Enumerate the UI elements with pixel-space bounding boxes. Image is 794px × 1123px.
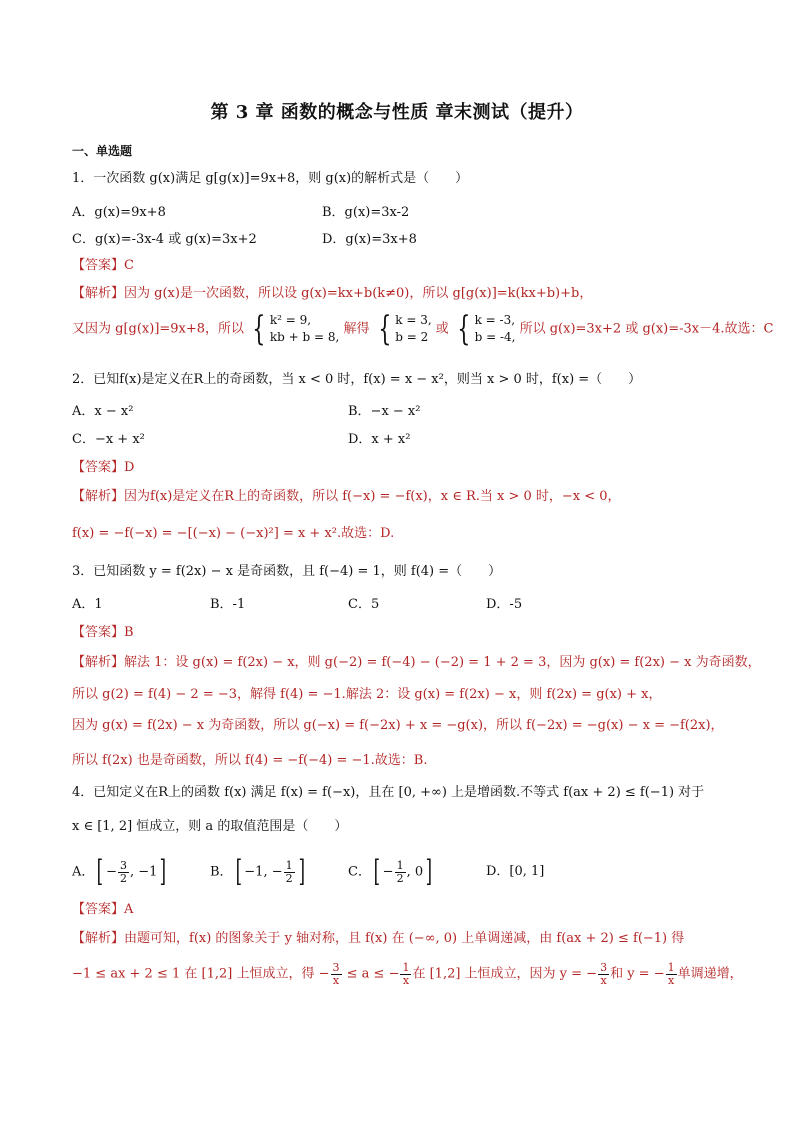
brace-icon: { — [457, 309, 471, 349]
q4-option-d: D．[0, 1] — [486, 864, 545, 879]
q3-analysis-text-1: 解法 1：设 g(x) = f(2x) − x，则 g(−2) = f(−4) − (−2) = 1 + 2 = 3，因为 g(x) = f(2x) − x 为奇函数， — [124, 655, 761, 670]
q1-equation-system-3 — [453, 309, 516, 349]
q4-analysis-line-2 — [72, 962, 743, 986]
q4-a-numerator: 3 — [120, 858, 128, 872]
answer-label: 【答案】 — [72, 258, 125, 273]
q1-equation-system-1 — [248, 309, 340, 349]
q4-option-b: B．[ −1, − $\frac{1}{2}$ ] — [210, 854, 305, 889]
q3-option-b: B．-1 — [210, 597, 246, 612]
q2-option-c: C．−x + x² — [72, 432, 145, 447]
q2-answer-value: D — [124, 460, 135, 475]
q2-stem: 2．已知f(x)是定义在R上的奇函数，当 x < 0 时，f(x) = x − x²，则当 x > 0 时，f(x) =（ ） — [72, 372, 642, 387]
q1-analysis-line-1 — [72, 287, 592, 300]
q1-option-d: D．g(x)=3x+8 — [322, 232, 417, 247]
q3-option-d: D．-5 — [486, 597, 523, 612]
q4-c-numerator: 1 — [396, 858, 404, 872]
q1-analysis-text-2d: 所以 g(x)=3x+2 或 g(x)=-3x－4.故选：C — [519, 321, 774, 337]
q4-answer-value: A — [124, 902, 134, 917]
q4-an-frac3-num: 3 — [600, 961, 608, 974]
q3-option-a: A．1 — [72, 597, 103, 612]
q4-c-denominator: 2 — [396, 871, 404, 885]
sys2-row-1: k = 3, — [395, 313, 432, 327]
q1-analysis-text-2b: 解得 — [343, 321, 370, 337]
q3-answer — [72, 626, 134, 639]
q2-analysis-line-1 — [72, 490, 621, 503]
sys1-row-1: k² = 9, — [269, 313, 312, 327]
q4-analysis-text-2e: 单调递增， — [677, 966, 743, 982]
q4-an-frac2-den: x — [402, 973, 410, 987]
q1-option-b: B．g(x)=3x-2 — [322, 205, 410, 220]
sys2-row-2: b = 2 — [395, 330, 429, 344]
q3-stem: 3．已知函数 y = f(2x) − x 是奇函数，且 f(−4) = 1，则 f(4) =（ ） — [72, 564, 502, 579]
q3-answer-value: B — [124, 625, 134, 640]
analysis-label: 【解析】 — [72, 286, 125, 301]
q2-analysis-text-1: 因为f(x)是定义在R上的奇函数，所以 f(−x) = −f(x)，x ∈ R.当 x > 0 时，−x < 0， — [124, 489, 621, 504]
q4-analysis-text-1: 由题可知，f(x) 的图象关于 y 轴对称，且 f(x) 在 (−∞, 0) 上单调递减，由 f(ax + 2) ≤ f(−1) 得 — [124, 931, 685, 946]
q4-a-denominator: 2 — [120, 871, 128, 885]
q4-an-frac2-num: 1 — [402, 961, 410, 974]
q4-option-b-label: B． — [210, 864, 233, 880]
q4-analysis-text-2d: 和 y = − — [610, 966, 665, 982]
q1-stem: 1．一次函数 g(x)满足 g[g(x)]=9x+8，则 g(x)的解析式是（ ） — [72, 171, 469, 186]
q4-option-a: A．[ − $\frac{3}{2}$ , −1] — [72, 854, 167, 889]
q4-b-denominator: 2 — [285, 871, 293, 885]
q4-option-c-label: C． — [348, 864, 371, 880]
q4-b-numerator: 1 — [285, 858, 293, 872]
sys1-row-2: kb + b = 8, — [269, 330, 340, 344]
q1-option-a: A．g(x)=9x+8 — [72, 205, 166, 220]
document-title: 第 3 章 函数的概念与性质 章末测试（提升） — [210, 102, 584, 123]
q2-option-a: A．x − x² — [72, 404, 134, 419]
q4-analysis-text-2c: 在 [1,2] 上恒成立，因为 y = − — [412, 966, 598, 982]
sys3-row-1: k = -3, — [474, 313, 516, 327]
q3-analysis-line-4: 所以 f(2x) 也是奇函数，所以 f(4) = −f(−4) = −1.故选：B. — [72, 753, 428, 768]
q4-option-c: C．[ − $\frac{1}{2}$ , 0] — [348, 854, 433, 889]
analysis-label: 【解析】 — [72, 931, 125, 946]
q4-answer — [72, 903, 133, 916]
sys3-row-2: b = -4, — [474, 330, 516, 344]
analysis-label: 【解析】 — [72, 655, 125, 670]
q1-answer — [72, 259, 134, 272]
q2-option-b: B．−x − x² — [348, 404, 421, 419]
q3-option-c: C．5 — [348, 597, 380, 612]
q1-option-c: C．g(x)=-3x-4 或 g(x)=3x+2 — [72, 232, 257, 247]
q2-analysis-line-2: f(x) = −f(−x) = −[(−x) − (−x)²] = x + x².故选：D. — [72, 526, 395, 541]
brace-icon: { — [377, 309, 391, 349]
q1-analysis-line-2 — [72, 309, 774, 349]
q1-analysis-text-1: 因为 g(x)是一次函数，所以设 g(x)=kx+b(k≠0)，所以 g[g(x)]=k(kx+b)+b， — [124, 286, 593, 301]
q4-b-prefix: −1, − — [244, 864, 283, 880]
q4-an-frac1-num: 3 — [332, 961, 340, 974]
q4-stem-line-1: 4．已知定义在R上的函数 f(x) 满足 f(x) = f(−x)，且在 [0, +∞) 上是增函数.不等式 f(ax + 2) ≤ f(−1) 对于 — [72, 785, 705, 800]
q3-analysis-line-1 — [72, 656, 761, 669]
answer-label: 【答案】 — [72, 902, 125, 917]
q4-stem-line-2: x ∈ [1, 2] 恒成立，则 a 的取值范围是（ ） — [72, 819, 348, 834]
q4-analysis-text-2b: ≤ a ≤ − — [342, 966, 400, 982]
q4-c-rest: , 0 — [406, 864, 424, 880]
q3-analysis-line-2: 所以 g(2) = f(4) − 2 = −3，解得 f(4) = −1.解法 2：设 g(x) = f(2x) − x，则 f(2x) = g(x) + x， — [72, 687, 662, 702]
q1-equation-system-2 — [374, 309, 432, 349]
q4-an-frac4-num: 1 — [667, 961, 675, 974]
q1-answer-value: C — [124, 258, 134, 273]
q4-an-frac1-den: x — [332, 973, 340, 987]
q4-an-frac4-den: x — [668, 973, 675, 987]
q2-answer — [72, 461, 134, 474]
q4-option-a-label: A． — [72, 864, 95, 880]
answer-label: 【答案】 — [72, 625, 125, 640]
q4-an-frac3-den: x — [600, 973, 607, 987]
q4-analysis-text-2a: −1 ≤ ax + 2 ≤ 1 在 [1,2] 上恒成立，得 − — [72, 966, 330, 982]
q1-analysis-text-2a: 又因为 g[g(x)]=9x+8，所以 — [72, 321, 245, 337]
q4-analysis-line-1 — [72, 932, 684, 945]
analysis-label: 【解析】 — [72, 489, 125, 504]
q4-a-rest: , −1 — [130, 864, 158, 880]
q3-analysis-line-3: 因为 g(x) = f(2x) − x 为奇函数，所以 g(−x) = f(−2x) + x = −g(x)，所以 f(−2x) = −g(x) − x = −f(2x)， — [72, 718, 724, 733]
section-heading: 一、单选题 — [72, 144, 133, 158]
q2-option-d: D．x + x² — [348, 432, 411, 447]
answer-label: 【答案】 — [72, 460, 125, 475]
q1-analysis-text-2c: 或 — [435, 321, 449, 337]
brace-icon: { — [252, 309, 266, 349]
